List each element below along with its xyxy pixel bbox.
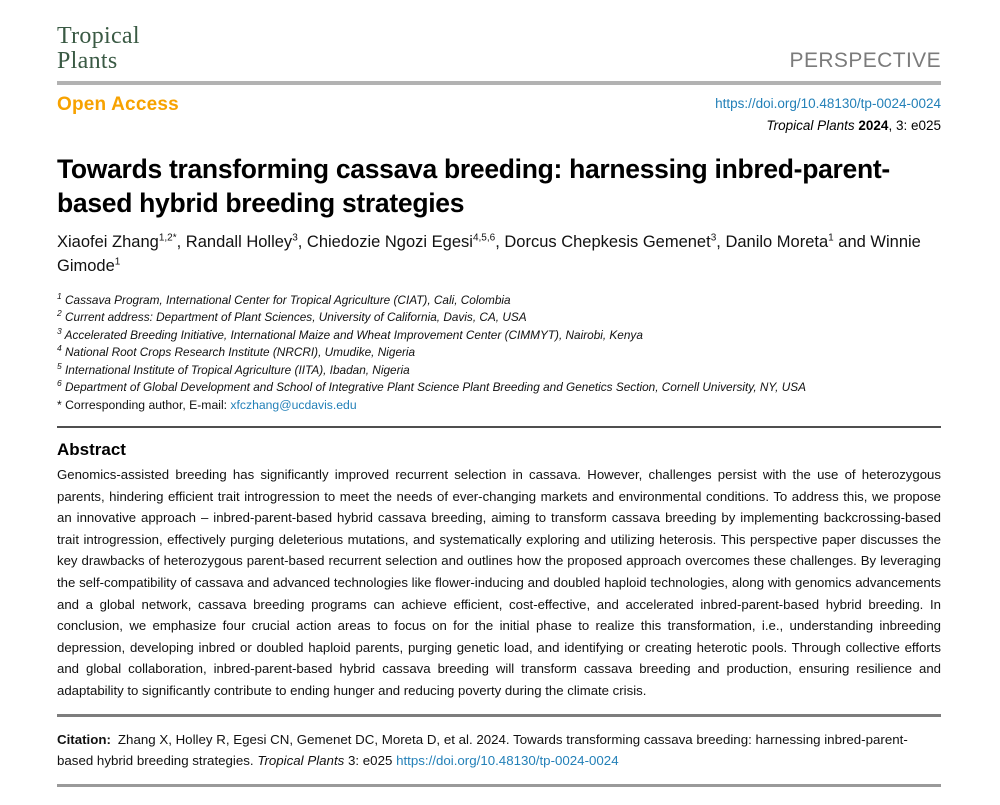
author-name: Xiaofei Zhang — [57, 232, 159, 251]
affiliation-text: Current address: Department of Plant Sciences, University of California, Davis, CA, USA — [61, 310, 527, 325]
citation-text: Zhang X, Holley R, Egesi CN, Gemenet DC, Moreta D, et al. 2024. Towards transforming cassava breeding: harnessing inbred-parent-based hybrid breeding strategies. — [57, 732, 908, 768]
citation-doi-link[interactable]: https://doi.org/10.48130/tp-0024-0024 — [396, 752, 619, 768]
article-type-label: PERSPECTIVE — [789, 49, 941, 72]
header-divider — [57, 81, 941, 85]
open-access-badge: Open Access — [57, 94, 179, 115]
affiliation-line — [57, 291, 941, 308]
author-name: Danilo Moreta — [725, 232, 829, 251]
author-list — [57, 231, 941, 279]
affiliation-number: 3 — [57, 325, 62, 336]
access-row — [57, 94, 941, 135]
affiliation-number: 4 — [57, 343, 62, 354]
abstract-text: Genomics-assisted breeding has significantly improved recurrent selection in cassava. However, challenges persist with the use of heterozygous parents, hindering efficient trait introgression to meet the needs of ever-changing markets and environmental conditions. To address this, we propose an innovative approach – inbred-parent-based hybrid cassava breeding, aiming to transform cassava breeding by implementing backcrossing-based trait introgression, effectively purging deleterious mutations, and systematically exploring and utilizing heterosis. This perspective paper discusses the key drawbacks of heterozygous parent-based recurrent selection and outlines how the proposed approach overcomes these challenges. By leveraging the self-compatibility of cassava and advanced technologies like flower-inducing and doubled haploid technologies, along with genomics advancements and a global network, cassava breeding programs can achieve efficient, cost-effective, and accelerated inbred-parent-based hybrid breeding. In conclusion, we emphasize four crucial action areas to focus on for the initial phase to realize this transformation, i.e., understanding inbreeding depression, developing inbred or doubled haploid parents, purging genetic load, and identifying or creating heterotic pools. Through collective efforts and global collaboration, inbred-parent-based hybrid cassava breeding will transform cassava breeding and production, ensuring resilience and adaptability to significantly contribute to ending hunger and reducing poverty during the climate crisis. — [57, 467, 941, 698]
author-separator: , — [495, 232, 505, 251]
affiliation-line — [57, 308, 941, 325]
affiliation-line — [57, 361, 941, 378]
masthead — [57, 24, 941, 74]
author-separator: , — [297, 232, 307, 251]
affiliation-number: 2 — [57, 308, 62, 319]
author-affiliation-superscript: 3 — [292, 232, 298, 244]
abstract-section — [57, 440, 941, 701]
author-affiliation-superscript: 1 — [114, 256, 121, 268]
journal-reference-year: 2024 — [858, 117, 889, 133]
abstract-heading: Abstract — [57, 440, 126, 460]
publication-refs — [715, 94, 941, 135]
affiliation-text: International Institute of Tropical Agriculture (IITA), Ibadan, Nigeria — [61, 362, 410, 377]
author-separator: and — [833, 232, 871, 251]
affiliation-line — [57, 343, 941, 360]
journal-logo — [57, 24, 140, 74]
email-link[interactable]: xfczhang@ucdavis.edu — [230, 398, 357, 413]
journal-header — [57, 24, 941, 135]
abstract-top-divider — [57, 426, 941, 428]
corresponding-author-label: * Corresponding author, E-mail: — [57, 398, 231, 413]
journal-reference-name: Tropical Plants — [766, 117, 859, 133]
author-name: Chiedozie Ngozi Egesi — [306, 232, 473, 251]
affiliation-line — [57, 326, 941, 343]
author-affiliation-superscript: 1,2* — [158, 232, 177, 244]
doi-link[interactable]: https://doi.org/10.48130/tp-0024-0024 — [715, 96, 941, 111]
author-affiliation-superscript: 4,5,6 — [472, 232, 496, 244]
author-separator: , — [176, 232, 186, 251]
article-title: Towards transforming cassava breeding: harnessing inbred-parent-based hybrid breeding strategies — [57, 154, 890, 219]
affiliation-number: 1 — [57, 290, 62, 301]
citation-top-divider — [57, 714, 941, 717]
affiliation-line — [57, 378, 941, 395]
author-name: Dorcus Chepkesis Gemenet — [504, 232, 711, 251]
corresponding-author-line — [57, 398, 941, 412]
citation-journal-name: Tropical Plants — [257, 752, 345, 768]
author-affiliation-superscript: 3 — [710, 232, 717, 244]
author-affiliation-superscript: 1 — [828, 232, 834, 244]
journal-logo-line2: Plants — [57, 48, 118, 74]
citation-label: Citation: — [57, 732, 111, 748]
journal-logo-line1: Tropical — [57, 23, 140, 49]
affiliation-text: Department of Global Development and School of Integrative Plant Science Plant Breeding and Genetics Section, Cornell University, NY, USA — [61, 379, 806, 394]
affiliation-text: National Root Crops Research Institute (NRCRI), Umudike, Nigeria — [61, 345, 416, 360]
affiliation-text: Cassava Program, International Center for Tropical Agriculture (CIAT), Cali, Colombia — [61, 292, 511, 307]
affiliation-number: 6 — [57, 377, 62, 388]
citation-volume: 3: e025 — [344, 752, 397, 768]
author-separator: , — [716, 232, 726, 251]
journal-reference-issue: , 3: e025 — [888, 117, 941, 133]
citation-block — [57, 730, 941, 771]
author-name: Winnie Gimode — [57, 232, 921, 275]
affiliation-text: Accelerated Breeding Initiative, International Maize and Wheat Improvement Center (CIMMYT), Nairobi, Kenya — [61, 327, 643, 342]
affiliation-list — [57, 291, 941, 396]
author-name: Randall Holley — [185, 232, 293, 251]
bottom-divider — [57, 784, 941, 787]
affiliation-number: 5 — [57, 360, 62, 371]
journal-reference — [715, 116, 941, 136]
